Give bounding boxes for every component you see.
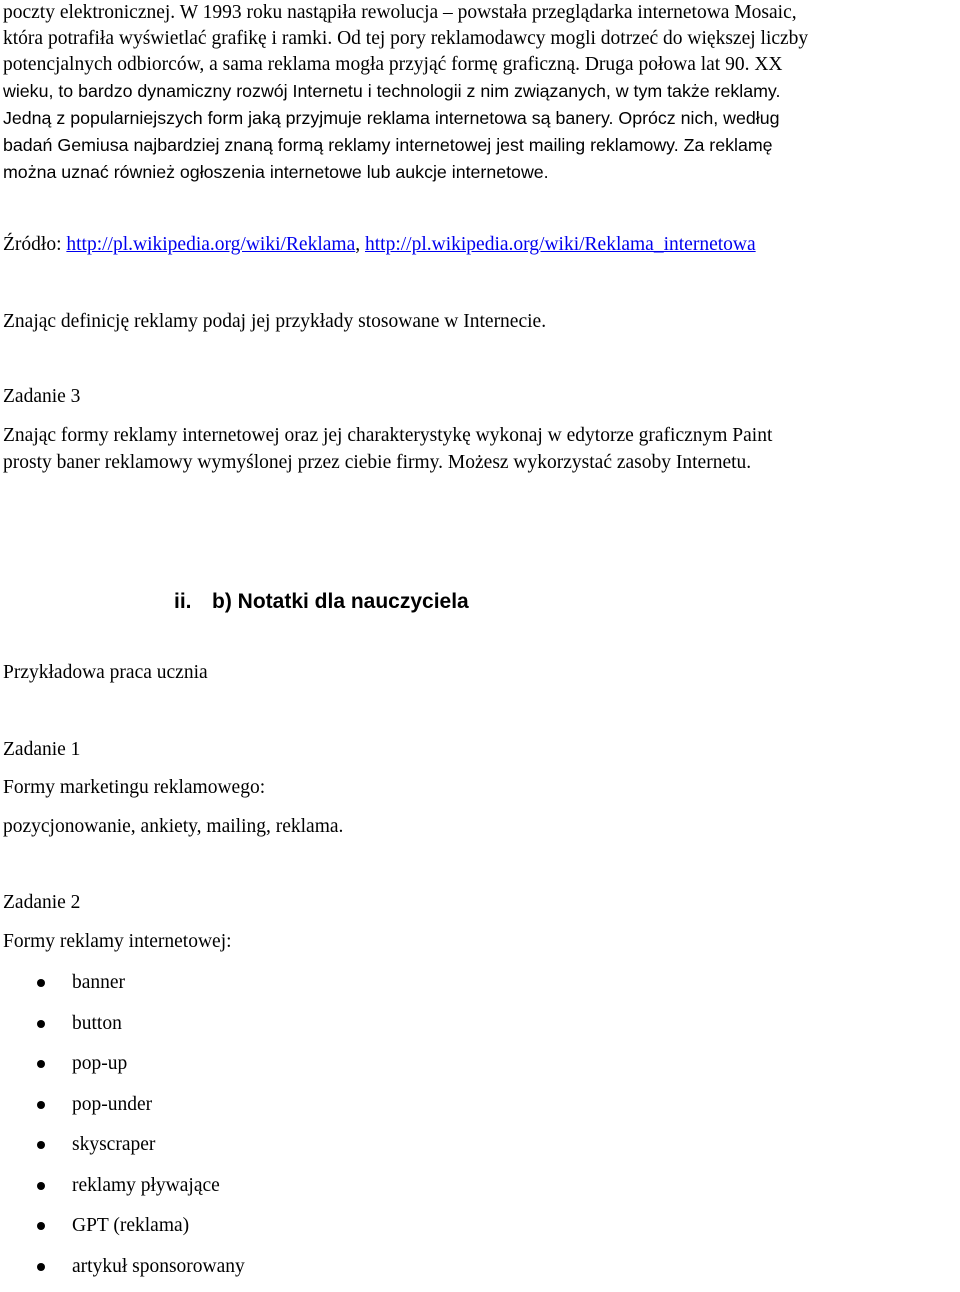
- task2-title: Zadanie 2: [3, 892, 81, 913]
- intro-line-3: potencjalnych odbiorców, a sama reklama mogła przyjąć formę graficzną. Druga połowa lat 90. XX: [3, 54, 783, 75]
- task3-line-2: prosty baner reklamowy wymyślonej przez ciebie firmy. Możesz wykorzystać zasoby Internetu.: [3, 452, 752, 473]
- question-text: Znając definicję reklamy podaj jej przykłady stosowane w Internecie.: [3, 311, 547, 332]
- intro-line-5: Jedną z popularniejszych form jaką przyjmuje reklama internetowa są banery. Oprócz nich, według: [3, 108, 780, 128]
- task1-subtitle: Formy marketingu reklamowego:: [3, 777, 266, 798]
- task3-line-1: Znając formy reklamy internetowej oraz jej charakterystykę wykonaj w edytorze graficznym Paint: [3, 425, 773, 446]
- bullet-icon: [37, 1101, 45, 1109]
- source-separator: ,: [355, 234, 365, 255]
- heading-text: b) Notatki dla nauczyciela: [212, 590, 469, 613]
- heading-number: ii.: [174, 590, 192, 613]
- intro-paragraph: [3, 0, 958, 186]
- task1-title: Zadanie 1: [3, 739, 81, 760]
- sample-work-label: Przykładowa praca ucznia: [3, 662, 208, 683]
- task2-subtitle: Formy reklamy internetowej:: [3, 931, 232, 952]
- bullet-icon: [37, 1141, 45, 1149]
- source-link-reklama-internetowa[interactable]: http://pl.wikipedia.org/wiki/Reklama_internetowa: [364, 234, 756, 255]
- bullet-icon: [37, 1060, 45, 1068]
- bullet-icon: [37, 1182, 45, 1190]
- intro-line-2: która potrafiła wyświetlać grafikę i ramki. Od tej pory reklamodawcy mogli dotrzeć do większej liczby: [3, 28, 809, 49]
- intro-line-1: poczty elektronicznej. W 1993 roku nastąpiła rewolucja – powstała przeglądarka internetowa Mosaic,: [3, 2, 797, 23]
- task3-title: Zadanie 3: [3, 386, 81, 407]
- bullet-icon: [37, 1222, 45, 1230]
- source-line: [3, 234, 756, 256]
- bullet-icon: [37, 1263, 45, 1271]
- intro-line-7: można uznać również ogłoszenia internetowe lub aukcje internetowe.: [3, 162, 549, 182]
- teacher-notes-heading: [174, 590, 469, 614]
- bullet-icon: [37, 1020, 45, 1028]
- intro-line-4: wieku, to bardzo dynamiczny rozwój Internetu i technologii z nim związanych, w tym także reklamy.: [3, 81, 781, 101]
- intro-line-6: badań Gemiusa najbardziej znaną formą reklamy internetowej jest mailing reklamowy. Za reklamę: [3, 135, 773, 155]
- bullet-icon: [37, 979, 45, 987]
- task1-answer: pozycjonowanie, ankiety, mailing, reklama.: [3, 816, 344, 837]
- document-page: poczty elektronicznej. W 1993 roku nastąpiła rewolucja – powstała przeglądarka internetowa Mosaic, która potrafiła wyświetlać grafikę i ramki. Od tej pory reklamodawcy mogli dotrzeć do większej liczby potencjalnych odbiorców, a sama reklama mogła przyjąć formę graficzną. Druga połowa lat 90. XX wieku, to bardzo dynamiczny rozwój Internetu i technologii z nim związanych, w tym także reklamy. Jedną z popularniejszych form jaką przyjmuje reklama internetowa są banery. Oprócz nich, według badań Gemiusa najbardziej znaną formą reklamy internetowej jest mailing reklamowy. Za reklamę można uznać również ogłoszenia internetowe lub aukcje internetowe. Źródło: http://pl.wikipedia.org/wiki/Reklama, http://pl.wikipedia.org/wiki/Reklama_internetowa Znając definicję reklamy podaj jej przykłady stosowane w Internecie. Zadanie 3 Znając formy reklamy internetowej oraz jej charakterystykę wykonaj w edytorze graficznym Paint prosty baner reklamowy wymyślonej przez ciebie firmy. Możesz wykorzystać zasoby Internetu. ii. b) Notatki dla nauczyciela Przykładowa praca ucznia Zadanie 1 Formy marketingu reklamowego: pozycjonowanie, ankiety, mailing, reklama. Zadanie 2 Formy reklamy internetowej: banner button pop-up pop-under skyscraper reklamy pływające GPT (reklama) artykuł sponsorowany: [0, 0, 960, 1280]
- source-label: Źródło:: [3, 234, 67, 255]
- source-link-reklama[interactable]: http://pl.wikipedia.org/wiki/Reklama: [66, 234, 356, 255]
